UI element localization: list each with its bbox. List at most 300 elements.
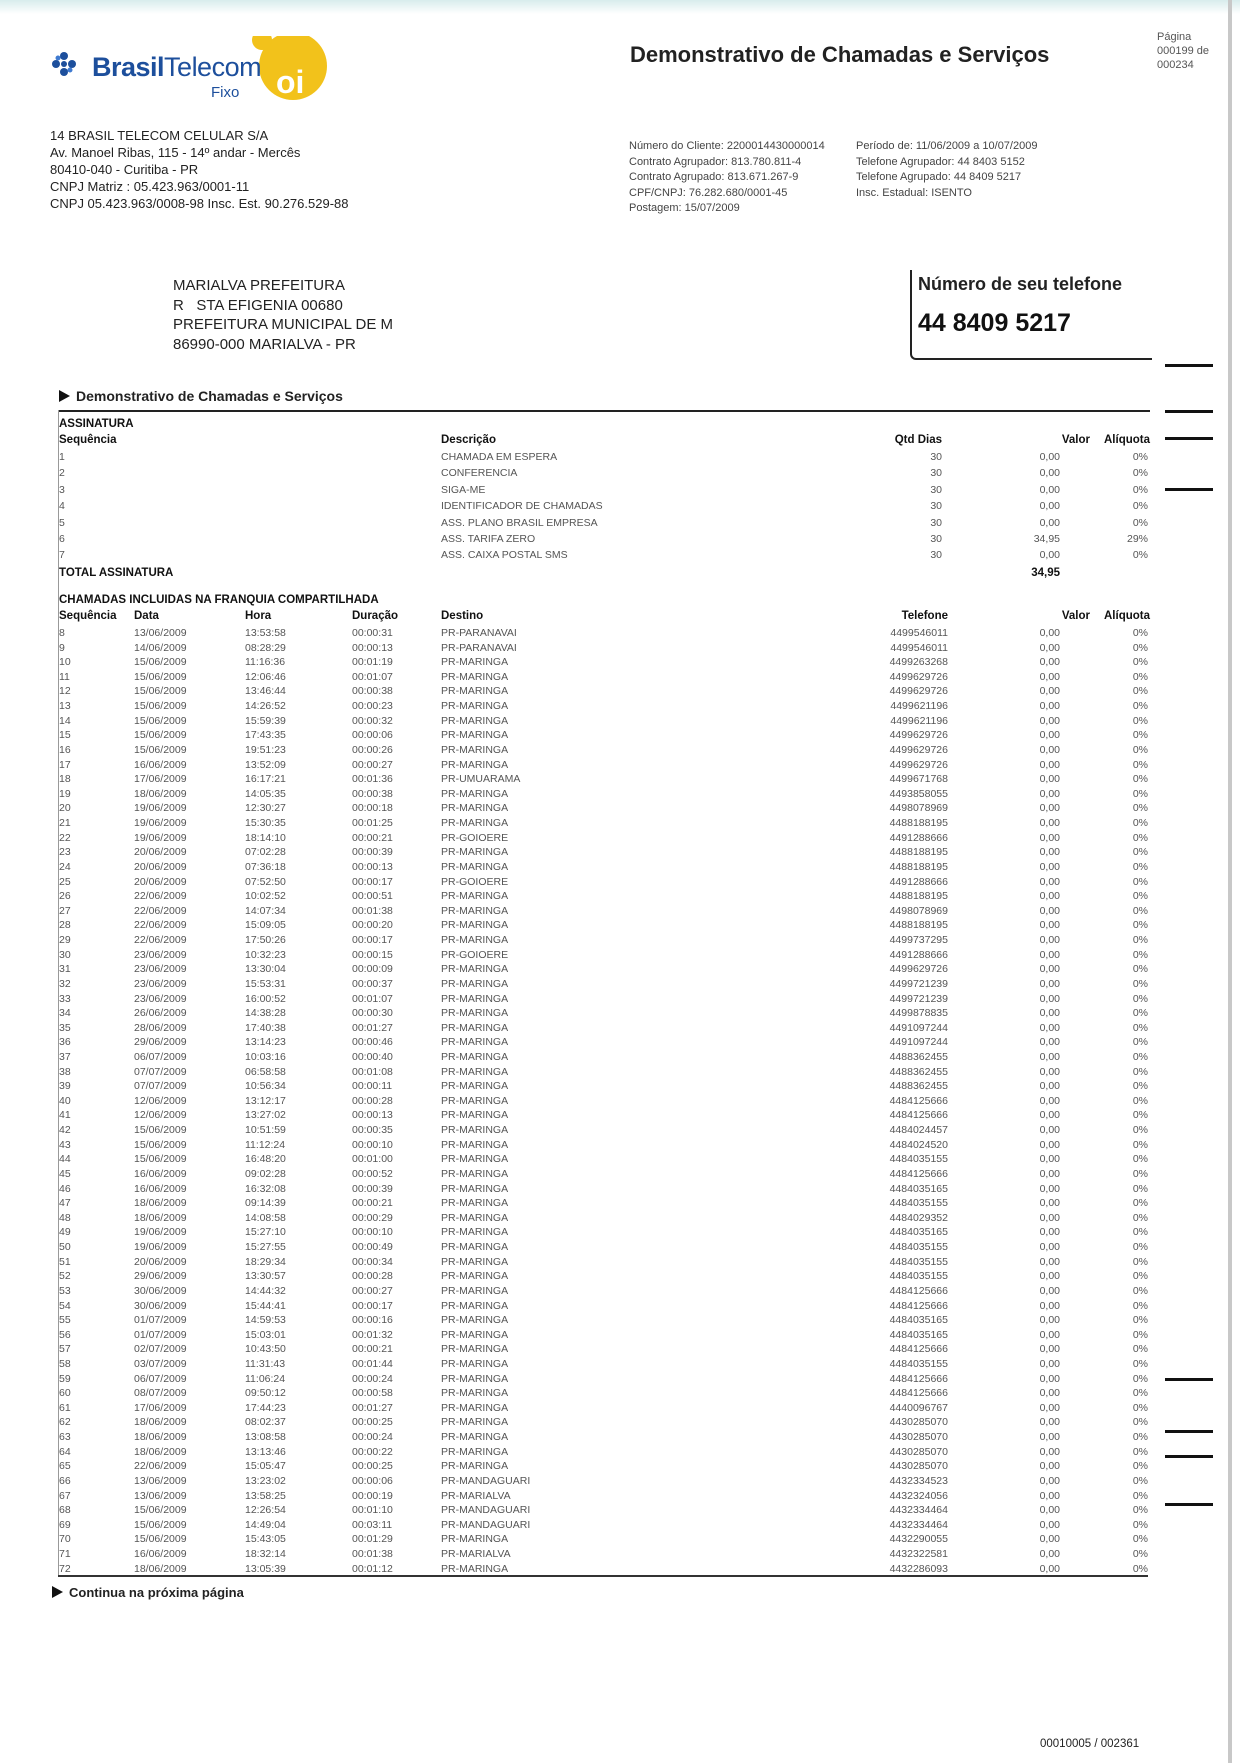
cell-seq: 21 [59,817,71,830]
cell-hora: 16:17:21 [245,773,286,786]
cell-aliquota: 0% [1132,1255,1148,1268]
cell-valor: 0,00 [1039,1226,1060,1239]
cell-destino: PR-MARINGA [441,1167,509,1180]
cell-valor: 0,00 [1039,467,1060,480]
cell-aliquota: 0% [1132,1562,1148,1575]
cell-valor: 0,00 [1039,1124,1060,1137]
cell-destino: PR-MANDAGUARI [441,1504,531,1517]
cell-data: 01/07/2009 [134,1328,187,1341]
cell-data: 22/06/2009 [134,904,187,917]
cell-seq: 68 [59,1504,71,1517]
page-label: Página [1157,31,1192,43]
cell-qtd-dias: 30 [930,516,942,529]
cell-telefone: 4491288666 [889,831,948,844]
cell-seq: 15 [59,729,71,742]
cell-duracao: 00:00:35 [352,1124,393,1137]
cell-valor: 0,00 [1039,1474,1060,1487]
cell-aliquota: 0% [1132,904,1148,917]
cell-telefone: 4499737295 [889,934,948,947]
cell-telefone: 4432290055 [889,1533,948,1546]
cell-duracao: 00:00:21 [352,1197,393,1210]
cell-aliquota: 0% [1132,627,1148,639]
cell-valor: 0,00 [1039,904,1060,917]
cell-valor: 0,00 [1039,1065,1060,1078]
cell-data: 06/07/2009 [134,1050,187,1063]
cell-hora: 15:05:47 [245,1460,286,1473]
cell-data: 01/07/2009 [134,1314,187,1327]
cell-duracao: 00:01:07 [352,992,393,1005]
cell-seq: 37 [59,1050,71,1063]
cell-hora: 13:14:23 [245,1036,286,1049]
cell-telefone: 4491097244 [889,1036,948,1049]
cell-data: 23/06/2009 [134,977,187,990]
cell-destino: PR-GOIOERE [441,948,509,961]
cell-destino: PR-MARINGA [441,1109,509,1122]
header-hora: Hora [245,610,272,622]
cell-data: 16/06/2009 [134,758,187,771]
cell-destino: PR-MARINGA [441,1241,509,1254]
company-line: 14 BRASIL TELECOM CELULAR S/A [50,128,269,143]
cell-seq: 61 [59,1401,71,1414]
cell-data: 23/06/2009 [134,963,187,976]
cell-seq: 57 [59,1343,71,1356]
cell-hora: 15:44:41 [245,1299,286,1312]
cell-valor: 0,00 [1039,1372,1060,1385]
margin-mark [1165,364,1213,367]
header-seq: Sequência [59,610,117,622]
cell-hora: 11:31:43 [245,1358,286,1370]
cell-hora: 09:50:12 [245,1387,286,1400]
cell-telefone: 4499671768 [889,773,948,786]
cell-data: 15/06/2009 [134,743,187,756]
cell-destino: PR-GOIOERE [441,875,509,888]
cell-duracao: 00:00:16 [352,1314,393,1327]
cell-destino: PR-MANDAGUARI [441,1474,531,1487]
cell-valor: 0,00 [1039,1109,1060,1122]
cell-aliquota: 0% [1132,860,1148,873]
cell-telefone: 4488188195 [889,817,948,830]
cell-destino: PR-MARINGA [441,758,509,771]
cell-aliquota: 0% [1132,1372,1148,1385]
cell-telefone: 4484035165 [889,1314,948,1327]
cell-aliquota: 0% [1132,1343,1148,1356]
cell-destino: PR-MARINGA [441,1007,509,1020]
document-title: Demonstrativo de Chamadas e Serviços [630,42,1050,67]
cell-data: 15/06/2009 [134,1153,187,1166]
cell-valor: 0,00 [1039,1255,1060,1268]
cell-seq: 6 [59,533,65,545]
cell-aliquota: 0% [1132,670,1148,683]
cell-seq: 63 [59,1431,71,1444]
cell-destino: PR-MARINGA [441,1211,509,1224]
cell-valor: 0,00 [1039,516,1060,529]
cell-seq: 24 [59,860,71,873]
cell-aliquota: 0% [1132,467,1148,480]
cell-aliquota: 0% [1132,1036,1148,1049]
header-duracao: Duração [352,610,399,622]
cell-telefone: 4499263268 [889,656,948,669]
cell-data: 13/06/2009 [134,627,187,639]
cell-hora: 07:36:18 [245,860,286,873]
cell-duracao: 00:00:20 [352,919,393,932]
cell-destino: PR-MANDAGUARI [441,1518,531,1531]
header-desc: Descrição [441,434,496,446]
triangle-right-icon [52,1586,63,1598]
cell-telefone: 4491288666 [889,948,948,961]
cell-duracao: 00:00:15 [352,948,393,961]
cell-valor: 0,00 [1039,919,1060,932]
cell-telefone: 4499629726 [889,729,948,742]
cell-data: 18/06/2009 [134,1416,187,1429]
cell-duracao: 00:00:06 [352,1474,393,1487]
cell-aliquota: 0% [1132,977,1148,990]
cell-duracao: 00:00:46 [352,1036,393,1049]
cell-qtd-dias: 30 [930,451,942,463]
cell-duracao: 00:00:37 [352,977,393,990]
cell-duracao: 00:00:51 [352,890,393,903]
cell-destino: PR-MARINGA [441,1343,509,1356]
cell-valor: 0,00 [1039,500,1060,513]
cell-aliquota: 0% [1132,656,1148,669]
cell-aliquota: 0% [1132,1109,1148,1122]
cell-hora: 15:59:39 [245,714,286,727]
cell-data: 15/06/2009 [134,714,187,727]
cell-hora: 11:16:36 [245,656,286,669]
cell-destino: PR-MARINGA [441,685,509,698]
cell-duracao: 00:00:34 [352,1255,393,1268]
cell-aliquota: 0% [1132,919,1148,932]
cell-destino: PR-MARINGA [441,1226,509,1239]
margin-mark [1165,1378,1213,1381]
cell-destino: PR-MARINGA [441,846,509,859]
cell-descricao: CHAMADA EM ESPERA [441,451,558,463]
cell-telefone: 4491288666 [889,875,948,888]
cell-aliquota: 0% [1132,875,1148,888]
cell-aliquota: 0% [1132,1401,1148,1414]
cell-destino: PR-MARINGA [441,729,509,742]
cell-seq: 13 [59,700,71,713]
cell-telefone: 4499721239 [889,977,948,990]
cell-destino: PR-MARINGA [441,977,509,990]
cell-duracao: 00:00:17 [352,1299,393,1312]
cell-data: 30/06/2009 [134,1284,187,1297]
cell-telefone: 4499546011 [890,627,948,639]
cell-destino: PR-MARINGA [441,1094,509,1107]
cell-destino: PR-MARINGA [441,890,509,903]
cell-valor: 0,00 [1039,641,1060,654]
cell-hora: 13:27:02 [245,1109,286,1122]
cell-duracao: 00:00:49 [352,1241,393,1254]
cell-destino: PR-MARINGA [441,1328,509,1341]
cell-data: 15/06/2009 [134,1504,187,1517]
cell-data: 08/07/2009 [134,1387,187,1400]
cell-hora: 13:30:57 [245,1270,286,1283]
cell-data: 18/06/2009 [134,1431,187,1444]
cell-destino: PR-MARINGA [441,1138,509,1151]
cell-hora: 17:50:26 [245,934,286,947]
cell-data: 07/07/2009 [134,1065,187,1078]
cell-duracao: 00:00:27 [352,758,393,771]
cell-hora: 14:26:52 [245,700,286,713]
cell-seq: 22 [59,831,71,844]
cell-destino: PR-MARINGA [441,1562,509,1575]
page-number: 000199 de [1157,45,1209,57]
cell-valor: 0,00 [1039,1460,1060,1473]
cell-data: 15/06/2009 [134,729,187,742]
cell-data: 22/06/2009 [134,890,187,903]
cell-valor: 0,00 [1039,1489,1060,1502]
cell-data: 18/06/2009 [134,1445,187,1458]
cell-valor: 0,00 [1039,1358,1060,1370]
cell-hora: 13:53:58 [245,627,286,639]
cell-destino: PR-MARINGA [441,1255,509,1268]
cell-aliquota: 0% [1132,758,1148,771]
cell-telefone: 4499546011 [890,641,948,654]
cell-duracao: 00:00:19 [352,1489,393,1502]
cell-valor: 0,00 [1039,1328,1060,1341]
cell-hora: 08:02:37 [245,1416,286,1429]
cell-duracao: 00:00:26 [352,743,393,756]
cell-data: 20/06/2009 [134,860,187,873]
cell-valor: 0,00 [1039,1387,1060,1400]
cell-telefone: 4484035155 [889,1153,948,1166]
header-aliquota: Alíquota [1104,434,1150,446]
header-destino: Destino [441,610,484,622]
company-info [50,127,348,212]
cell-valor: 0,00 [1039,1533,1060,1546]
cell-aliquota: 0% [1132,934,1148,947]
cell-aliquota: 0% [1132,890,1148,903]
cell-destino: PR-MARIALVA [441,1489,511,1502]
cell-aliquota: 0% [1132,1080,1148,1093]
cell-hora: 10:51:59 [245,1124,286,1137]
account-line: Número do Cliente: 2200014430000014 [629,140,825,152]
cell-hora: 13:13:46 [245,1445,286,1458]
cell-telefone: 4484035155 [889,1255,948,1268]
cell-valor: 0,00 [1039,1299,1060,1312]
cell-descricao: ASS. PLANO BRASIL EMPRESA [441,516,598,529]
cell-hora: 14:38:28 [245,1007,286,1020]
cell-valor: 0,00 [1039,846,1060,859]
cell-data: 03/07/2009 [134,1358,187,1370]
cell-duracao: 00:01:44 [352,1358,393,1370]
cell-destino: PR-MARINGA [441,1416,509,1429]
cell-aliquota: 0% [1132,1431,1148,1444]
cell-telefone: 4499621196 [890,714,948,727]
cell-destino: PR-MARINGA [441,963,509,976]
cell-valor: 0,00 [1039,1080,1060,1093]
cell-seq: 51 [59,1255,71,1268]
cell-hora: 13:23:02 [245,1474,286,1487]
cell-seq: 56 [59,1328,71,1341]
page-code: 00010005 / 002361 [1040,1738,1140,1750]
account-line: Postagem: 15/07/2009 [629,202,740,214]
cell-seq: 25 [59,875,71,888]
cell-seq: 60 [59,1387,71,1400]
cell-telefone: 4484035165 [889,1226,948,1239]
cell-seq: 43 [59,1138,71,1151]
cell-telefone: 4498078969 [889,802,948,815]
cell-duracao: 00:00:39 [352,1182,393,1195]
cell-duracao: 00:01:25 [352,817,393,830]
cell-hora: 18:29:34 [245,1255,286,1268]
header-seq: Sequência [59,434,117,446]
cell-aliquota: 0% [1132,802,1148,815]
cell-seq: 65 [59,1460,71,1473]
cell-hora: 19:51:23 [245,743,286,756]
cell-seq: 17 [59,758,71,771]
cell-destino: PR-MARINGA [441,787,509,800]
cell-duracao: 00:00:17 [352,934,393,947]
cell-data: 13/06/2009 [134,1474,187,1487]
cell-hora: 11:12:24 [245,1138,286,1151]
cell-data: 29/06/2009 [134,1270,187,1283]
account-line: Contrato Agrupado: 813.671.267-9 [629,171,799,183]
cell-valor: 0,00 [1039,977,1060,990]
account-line: Telefone Agrupador: 44 8403 5152 [856,155,1025,168]
cell-data: 15/06/2009 [134,656,187,669]
cell-data: 12/06/2009 [134,1109,187,1122]
cell-valor: 0,00 [1039,1007,1060,1020]
cell-duracao: 00:01:27 [352,1401,393,1414]
cell-valor: 0,00 [1039,773,1060,786]
cell-aliquota: 0% [1132,1314,1148,1327]
cell-duracao: 00:00:09 [352,963,393,976]
cell-aliquota: 0% [1132,1153,1148,1166]
cell-valor: 0,00 [1039,875,1060,888]
cell-seq: 49 [59,1226,71,1239]
cell-data: 19/06/2009 [134,1226,187,1239]
cell-telefone: 4499629726 [889,758,948,771]
cell-duracao: 00:00:17 [352,875,393,888]
cell-seq: 9 [59,641,65,654]
company-line: CNPJ 05.423.963/0008-98 Insc. Est. 90.276.529-88 [50,196,349,211]
cell-valor: 0,00 [1039,1416,1060,1429]
cell-seq: 20 [59,802,71,815]
cell-aliquota: 0% [1132,1328,1148,1341]
cell-data: 29/06/2009 [134,1036,187,1049]
cell-seq: 38 [59,1065,71,1078]
cell-valor: 0,00 [1039,948,1060,961]
cell-seq: 71 [59,1548,71,1561]
cell-hora: 13:30:04 [245,963,286,976]
cell-aliquota: 0% [1132,641,1148,654]
cell-destino: PR-MARINGA [441,1358,509,1370]
cell-hora: 15:43:05 [245,1533,286,1546]
cell-duracao: 00:00:31 [352,627,393,639]
cell-telefone: 4491097244 [889,1021,948,1034]
cell-descricao: SIGA-ME [441,483,486,496]
cell-valor: 0,00 [1039,627,1060,639]
cell-seq: 18 [59,773,71,786]
cell-duracao: 00:00:58 [352,1387,393,1400]
cell-telefone: 4493858055 [889,787,948,800]
cell-aliquota: 0% [1132,1197,1148,1210]
cell-telefone: 4499721239 [889,992,948,1005]
cell-hora: 07:52:50 [245,875,286,888]
cell-duracao: 00:00:24 [352,1372,393,1385]
cell-destino: PR-MARINGA [441,860,509,873]
cell-duracao: 00:00:10 [352,1226,393,1239]
cell-destino: PR-GOIOERE [441,831,509,844]
cell-hora: 17:43:35 [245,729,286,742]
brasil-telecom-symbol-icon [52,52,76,76]
cell-duracao: 00:01:38 [352,904,393,917]
cell-qtd-dias: 30 [930,549,942,562]
cell-hora: 06:58:58 [245,1065,286,1078]
cell-destino: PR-MARINGA [441,1401,509,1414]
addressee-line: R STA EFIGENIA 00680 [173,296,343,314]
cell-hora: 14:59:53 [245,1314,286,1327]
cell-telefone: 4430285070 [889,1460,948,1473]
cell-duracao: 00:00:38 [352,787,393,800]
cell-seq: 35 [59,1021,71,1034]
cell-valor: 0,00 [1039,1211,1060,1224]
cell-duracao: 00:00:21 [352,1343,393,1356]
cell-aliquota: 0% [1132,1211,1148,1224]
cell-valor: 0,00 [1039,992,1060,1005]
cell-destino: PR-MARINGA [441,1124,509,1137]
cell-duracao: 00:00:13 [352,1109,393,1122]
cell-seq: 3 [59,483,65,496]
total-assinatura-label: TOTAL ASSINATURA [59,567,174,579]
cell-data: 19/06/2009 [134,817,187,830]
cell-aliquota: 0% [1132,451,1148,463]
cell-data: 15/06/2009 [134,685,187,698]
cell-duracao: 00:00:06 [352,729,393,742]
cell-valor: 0,00 [1039,685,1060,698]
cell-hora: 16:00:52 [245,992,286,1005]
section-heading: Demonstrativo de Chamadas e Serviços [59,388,343,404]
margin-mark [1165,410,1213,413]
cell-duracao: 00:00:38 [352,685,393,698]
cell-data: 13/06/2009 [134,1489,187,1502]
continuation-note: Continua na próxima página [52,1585,244,1600]
cell-seq: 32 [59,977,71,990]
cell-data: 23/06/2009 [134,948,187,961]
cell-data: 07/07/2009 [134,1080,187,1093]
cell-data: 15/06/2009 [134,1124,187,1137]
cell-hora: 15:27:10 [245,1226,286,1239]
header-telefone: Telefone [901,610,948,622]
page-info [1157,30,1217,72]
cell-valor: 0,00 [1039,802,1060,815]
cell-data: 15/06/2009 [134,1533,187,1546]
cell-hora: 10:56:34 [245,1080,286,1093]
cell-duracao: 00:00:25 [352,1416,393,1429]
cell-aliquota: 0% [1132,1007,1148,1020]
account-line: Telefone Agrupado: 44 8409 5217 [856,171,1022,183]
cell-valor: 0,00 [1039,1504,1060,1517]
cell-hora: 08:28:29 [245,641,286,654]
cell-telefone: 4432322581 [889,1548,948,1561]
cell-seq: 28 [59,919,71,932]
cell-hora: 12:30:27 [245,802,286,815]
cell-seq: 50 [59,1241,71,1254]
cell-aliquota: 0% [1132,1504,1148,1517]
cell-destino: PR-MARINGA [441,700,509,713]
cell-seq: 27 [59,904,71,917]
cell-hora: 18:14:10 [245,831,286,844]
cell-valor: 0,00 [1039,549,1060,562]
cell-valor: 0,00 [1039,1548,1060,1561]
cell-destino: PR-MARINGA [441,802,509,815]
cell-destino: PR-MARINGA [441,1036,509,1049]
cell-data: 18/06/2009 [134,1211,187,1224]
cell-seq: 46 [59,1182,71,1195]
cell-data: 16/06/2009 [134,1548,187,1561]
cell-telefone: 4488362455 [889,1080,948,1093]
